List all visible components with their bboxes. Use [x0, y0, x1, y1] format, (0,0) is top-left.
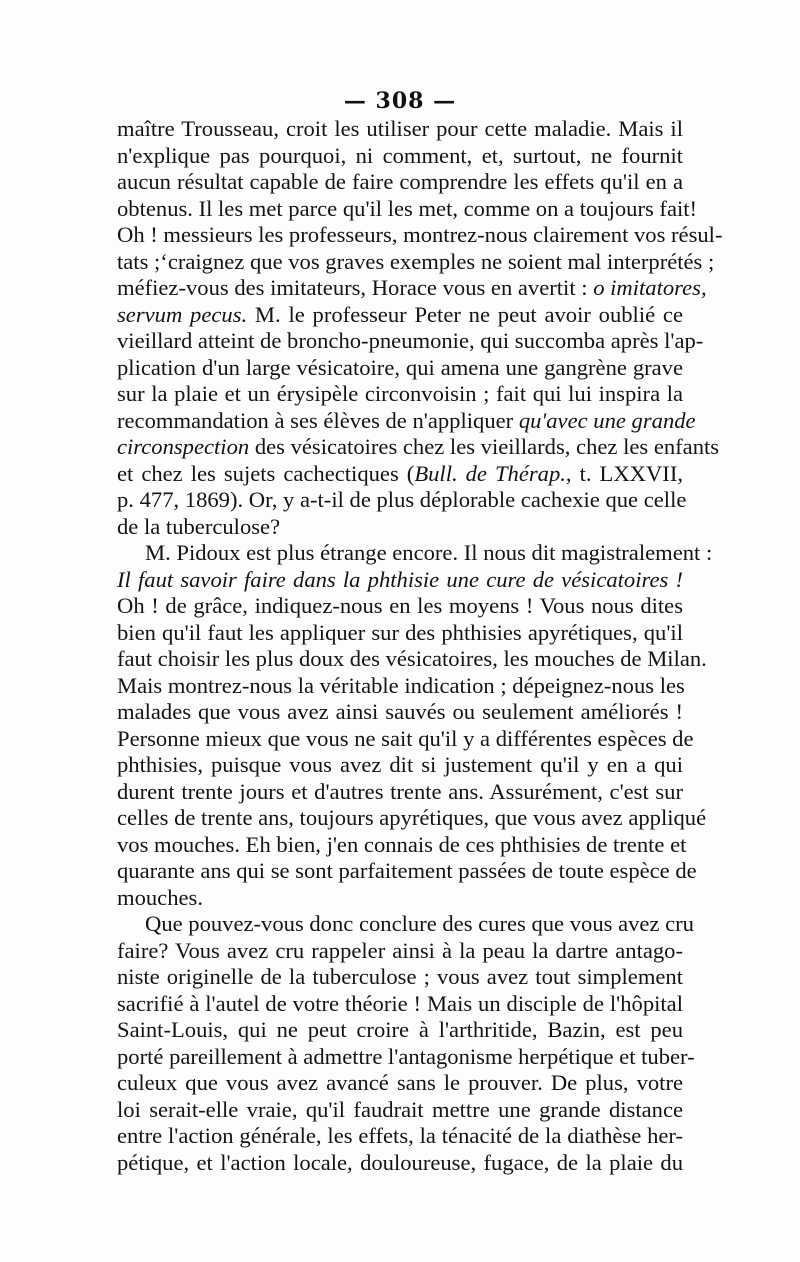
text-line: Saint-Louis, qui ne peut croire à l'arthritide, Bazin, est peu [117, 1017, 683, 1042]
text-line: vieillard atteint de broncho-pneumonie, qui succomba après l'ap- [117, 328, 704, 353]
text-line: plication d'un large vésicatoire, qui amena une gangrène grave [117, 354, 683, 380]
body-text [117, 116, 723, 1176]
text-segment: recommandation à ses élèves de n'appliquer [117, 407, 519, 433]
text-line: loi serait-elle vraie, qu'il faudrait mettre une grande distance [117, 1096, 683, 1122]
emphasis: qu'avec une grande [518, 407, 696, 433]
text-line: n'explique pas pourquoi, ni comment, et, surtout, ne fournit [117, 142, 683, 168]
text-segment: des vésicatoires chez les vieillards, chez les enfants [249, 434, 720, 459]
text-line [117, 434, 720, 461]
text-line: durent trente jours et d'autres trente ans. Assurément, c'est sur [117, 778, 683, 804]
text-line: mouches. [117, 884, 203, 910]
text-line: vos mouches. Eh bien, j'en connais de ces phthisies de trente et [117, 831, 687, 857]
text-line [117, 407, 696, 435]
text-line: pétique, et l'action locale, douloureuse, fugace, de la plaie du [117, 1149, 683, 1175]
page-number: — 308 — [343, 88, 457, 114]
text-line [117, 567, 683, 594]
text-line: faire? Vous avez cru rappeler ainsi à la peau la dartre antago- [117, 937, 683, 963]
text-line: maître Trousseau, croit les utiliser pour cette maladie. Mais il [117, 116, 683, 141]
text-segment: méfiez-vous des imitateurs, Horace vous en avertit : [117, 275, 594, 300]
text-line: faut choisir les plus doux des vésicatoires, les mouches de Milan. [117, 646, 707, 671]
text-line [117, 275, 707, 302]
text-segment: M. le professeur Peter ne peut avoir oublié ce [247, 301, 683, 327]
text-line: de la tuberculose? [117, 513, 281, 539]
text-line: sacrifié à l'autel de votre théorie ! Mais un disciple de l'hôpital [117, 990, 683, 1016]
text-line: quarante ans qui se sont parfaitement passées de toute espèce de [117, 858, 697, 883]
text-line: Mais montrez-nous la véritable indication ; dépeignez-nous les [117, 672, 685, 698]
text-line: p. 477, 1869). Or, y a-t-il de plus déplorable cachexie que celle [117, 487, 687, 512]
text-line: tats ;ʻcraignez que vos graves exemples ne soient mal interprétés ; [117, 248, 715, 274]
latin-quote: o imitatores, [593, 275, 707, 300]
text-line [117, 461, 683, 488]
quotation: Il faut savoir faire dans la phthisie une cure de vésicatoires ! [117, 566, 683, 592]
text-line: celles de trente ans, toujours apyrétiques, que vous avez appliqué [117, 805, 707, 830]
text-line: M. Pidoux est plus étrange encore. Il nous dit magistralement : [145, 540, 713, 565]
text-line: porté pareillement à admettre l'antagonisme herpétique et tuber- [117, 1043, 695, 1069]
text-line: Oh ! de grâce, indiquez-nous en les moyens ! Vous nous dites [117, 593, 683, 618]
text-line: Oh ! messieurs les professeurs, montrez-nous clairement vos résul- [117, 222, 723, 247]
text-line: culeux que vous avez avancé sans le prouver. De plus, votre [117, 1070, 683, 1095]
text-line: phthisies, puisque vous avez dit si justement qu'il y en a qui [117, 752, 683, 777]
latin-quote: servum pecus. [117, 301, 248, 327]
text-line: aucun résultat capable de faire comprendre les effets qu'il en a [117, 169, 683, 194]
text-segment: et chez les sujets cachectiques ( [117, 460, 415, 486]
text-line: Personne mieux que vous ne sait qu'il y a différentes espèces de [117, 725, 694, 751]
text-segment: , t. LXXVII, [565, 460, 683, 486]
text-line: sur la plaie et un érysipèle circonvoisin ; fait qui lui inspira la [117, 381, 683, 406]
text-line: niste originelle de la tuberculose ; vous avez tout simplement [117, 964, 683, 989]
text-line [117, 302, 683, 329]
text-line: obtenus. Il les met parce qu'il les met, comme on a toujours fait! [117, 195, 698, 221]
text-line: Que pouvez-vous donc conclure des cures que vous avez cru [145, 911, 694, 936]
text-line: bien qu'il faut les appliquer sur des phthisies apyrétiques, qu'il [117, 619, 683, 645]
citation: Bull. de Thérap. [414, 460, 566, 486]
text-line: entre l'action générale, les effets, la ténacité de la diathèse her- [117, 1123, 683, 1148]
emphasis: circonspection [117, 434, 250, 459]
text-line: malades que vous avez ainsi sauvés ou seulement améliorés ! [117, 699, 683, 724]
